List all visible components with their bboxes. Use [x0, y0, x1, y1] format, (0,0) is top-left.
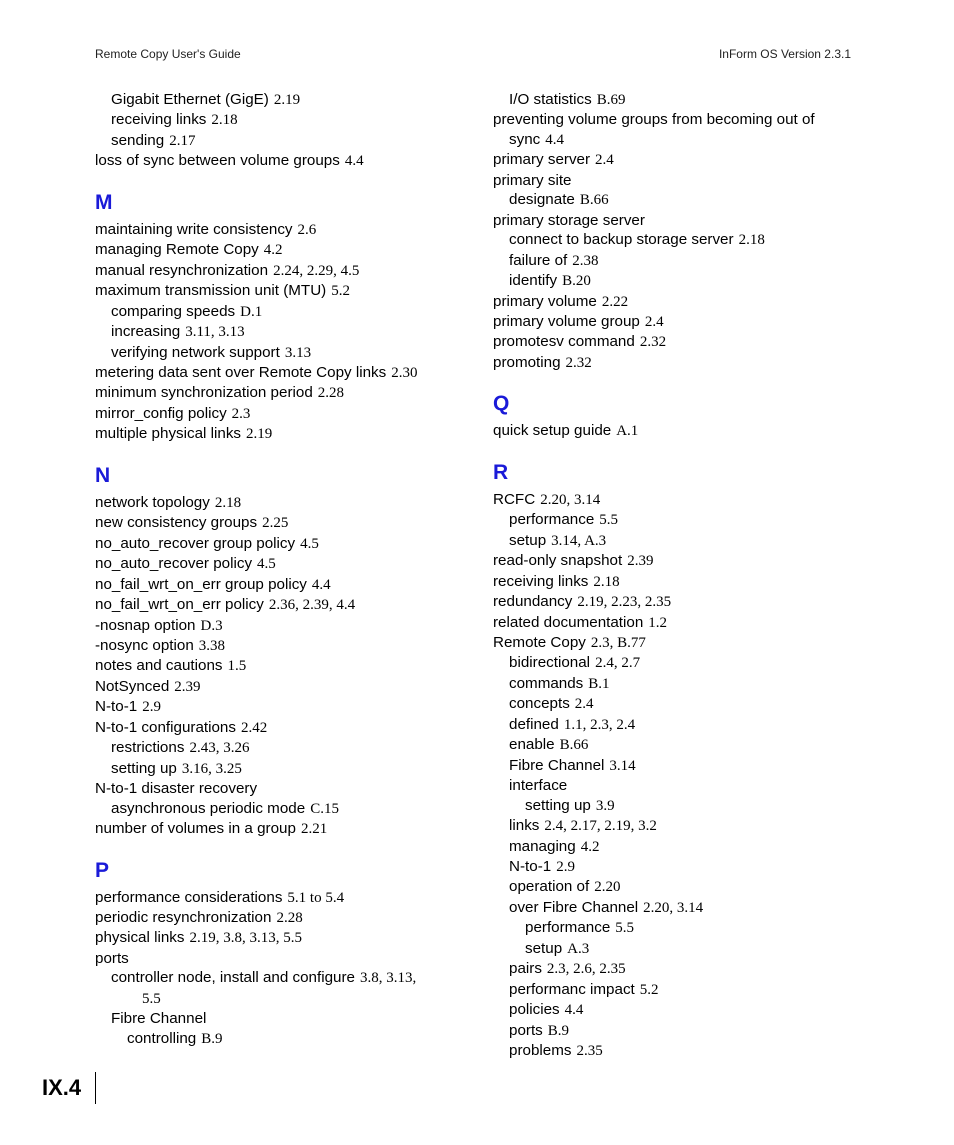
index-term: controlling [127, 1029, 197, 1047]
page-reference[interactable]: D.3 [200, 617, 223, 634]
index-entry [493, 332, 873, 352]
index-entry [493, 271, 873, 291]
page-reference[interactable]: 4.4 [564, 1002, 584, 1019]
page-reference[interactable]: 2.19, 3.8, 3.13, 5.5 [189, 930, 302, 947]
index-term: receiving links [493, 572, 589, 590]
section-letter: Q [493, 392, 510, 416]
page-reference[interactable]: 4.4 [344, 153, 364, 170]
page-reference[interactable]: 3.8, 3.13, [360, 970, 417, 987]
index-entry [493, 939, 873, 959]
page-reference[interactable]: B.9 [547, 1022, 570, 1039]
index-entry [95, 383, 475, 403]
index-entry [493, 531, 873, 551]
index-term: metering data sent over Remote Copy links [95, 363, 387, 381]
index-entry [493, 551, 873, 571]
index-term: interface [509, 777, 568, 795]
index-term: Fibre Channel [111, 1010, 207, 1028]
page-reference[interactable]: 2.9 [142, 699, 161, 716]
page-reference[interactable]: 5.5 [142, 990, 161, 1007]
page-reference[interactable]: 2.38 [572, 252, 599, 269]
index-entry [493, 796, 873, 816]
page-reference[interactable]: 2.28 [317, 385, 345, 402]
page-reference[interactable]: 2.18 [214, 494, 242, 511]
index-term: N-to-1 [95, 698, 138, 716]
page-reference[interactable]: 2.32 [565, 354, 592, 371]
index-term: managing Remote Copy [95, 241, 259, 259]
page-reference[interactable]: 3.9 [595, 797, 615, 814]
index-term: Remote Copy [493, 633, 586, 651]
page-reference[interactable]: 2.19 [273, 92, 301, 108]
index-term: sync [509, 130, 541, 148]
index-entry [493, 572, 873, 592]
index-entry [493, 251, 873, 271]
index-entry [493, 776, 873, 795]
page-reference[interactable]: A.1 [616, 423, 639, 440]
page-reference[interactable]: 2.9 [556, 858, 575, 875]
index-term: no_auto_recover policy [95, 555, 253, 573]
page-reference[interactable]: 1.1, 2.3, 2.4 [563, 716, 636, 733]
index-term: RCFC [493, 490, 536, 508]
index-term: controller node, install and configure [111, 969, 355, 987]
index-term: ports [95, 949, 129, 967]
index-entry [493, 653, 873, 673]
page-reference[interactable]: 2.4 [595, 152, 614, 169]
page-reference[interactable]: 4.2 [263, 242, 283, 259]
index-term: setting up [111, 759, 177, 777]
index-term: connect to backup storage server [509, 231, 734, 249]
page-reference[interactable]: 3.13 [284, 344, 312, 361]
page-reference[interactable]: D.1 [240, 303, 263, 320]
page-reference[interactable]: 2.18 [738, 232, 765, 249]
index-term: redundancy [493, 593, 573, 611]
index-entry [493, 613, 873, 633]
index-term: -nosnap option [95, 616, 196, 634]
index-term: receiving links [111, 111, 207, 129]
page-reference[interactable]: 1.5 [227, 658, 247, 675]
page-reference[interactable]: 4.4 [545, 131, 564, 148]
index-entry [493, 857, 873, 877]
index-entry [95, 908, 475, 928]
index-entry [95, 261, 475, 281]
page-reference[interactable]: 5.5 [615, 920, 635, 937]
index-term: promotesv command [493, 333, 635, 351]
index-term: policies [509, 1001, 560, 1019]
index-entry [95, 363, 475, 383]
index-term: comparing speeds [111, 302, 236, 320]
page-reference[interactable]: 4.2 [580, 838, 600, 855]
page-reference[interactable]: 2.35 [576, 1043, 603, 1060]
page-reference[interactable]: 2.19, 2.23, 2.35 [577, 594, 672, 611]
index-term: Gigabit Ethernet (GigE) [111, 91, 269, 108]
page-reference[interactable]: 2.39 [627, 553, 654, 570]
index-entry [493, 1000, 873, 1020]
running-header-right: InForm OS Version 2.3.1 [718, 47, 851, 61]
page-reference[interactable]: 2.17 [169, 132, 196, 149]
index-entry [493, 150, 873, 170]
index-term: maintaining write consistency [95, 220, 293, 238]
index-entry [95, 636, 475, 656]
page-reference[interactable]: 5.1 to 5.4 [287, 889, 345, 906]
page-reference[interactable]: 5.5 [599, 512, 619, 529]
page-reference[interactable]: 2.21 [300, 821, 328, 838]
index-term: sending [111, 131, 165, 149]
index-term: pairs [509, 960, 542, 978]
index-entry [493, 980, 873, 1000]
index-entry [493, 312, 873, 332]
index-term: mirror_config policy [95, 404, 227, 422]
index-entry [493, 211, 873, 230]
index-entry [95, 110, 475, 130]
index-term: new consistency groups [95, 514, 258, 532]
page-reference[interactable]: 2.20, 3.14 [643, 899, 704, 916]
page-reference[interactable]: 2.3, B.77 [590, 634, 646, 651]
index-entry [493, 110, 873, 129]
page-reference[interactable]: 3.14 [609, 757, 636, 774]
section-letter: R [493, 460, 509, 484]
page-reference[interactable]: 2.36, 2.39, 4.4 [268, 597, 356, 614]
index-entry [95, 90, 475, 110]
index-entry [95, 220, 475, 240]
index-term: verifying network support [111, 343, 280, 361]
page-number: IX.4 [42, 1075, 82, 1100]
index-term: increasing [111, 323, 181, 341]
index-term: restrictions [111, 739, 185, 757]
index-entry [493, 633, 873, 653]
index-column-right [493, 90, 873, 1061]
page-reference[interactable]: 2.42 [240, 719, 268, 736]
index-term: performance [525, 919, 611, 937]
index-term: no_fail_wrt_on_err policy [95, 596, 264, 614]
index-entry [95, 819, 475, 839]
index-entry [493, 171, 873, 190]
index-entry [95, 513, 475, 533]
index-term: N-to-1 disaster recovery [95, 780, 258, 798]
index-entry [493, 694, 873, 714]
page-reference[interactable]: 2.25 [262, 515, 289, 532]
index-term: performanc impact [509, 980, 635, 998]
index-entry [95, 404, 475, 424]
index-term: read-only snapshot [493, 552, 623, 570]
index-term: N-to-1 configurations [95, 718, 236, 736]
index-entry [95, 968, 475, 988]
index-entry [493, 959, 873, 979]
index-term: managing [509, 837, 576, 855]
index-term: primary site [493, 171, 572, 189]
index-entry [493, 490, 873, 510]
index-entry [493, 592, 873, 612]
index-term: N-to-1 [509, 857, 552, 875]
page-reference[interactable]: 2.32 [639, 334, 667, 351]
page-reference[interactable]: 2.20, 3.14 [540, 491, 601, 508]
index-entry [95, 697, 475, 717]
running-header-left: Remote Copy User's Guide [95, 47, 241, 61]
index-entry [493, 837, 873, 857]
index-entry [95, 1009, 475, 1028]
index-entry [95, 888, 475, 908]
index-term: failure of [509, 251, 568, 269]
index-entry [95, 302, 475, 322]
index-entry [95, 240, 475, 260]
index-term: designate [509, 191, 575, 209]
index-entry [493, 353, 873, 373]
index-entry [493, 510, 873, 530]
page-reference[interactable]: 2.4, 2.17, 2.19, 3.2 [544, 818, 657, 835]
index-entry [95, 779, 475, 798]
index-entry-continuation [95, 989, 475, 1009]
index-entry [95, 738, 475, 758]
page-reference[interactable]: 4.5 [257, 556, 276, 573]
index-entry [95, 656, 475, 676]
page-reference[interactable]: 2.3 [231, 405, 251, 422]
page-reference[interactable]: B.66 [559, 737, 589, 754]
page-reference[interactable]: 2.19 [246, 426, 273, 443]
index-entry [493, 735, 873, 755]
page-reference[interactable]: 2.4, 2.7 [595, 655, 641, 672]
page-reference[interactable]: 4.5 [300, 535, 319, 552]
index-term: primary volume group [493, 312, 640, 330]
index-entry [95, 595, 475, 615]
index-column-left [95, 90, 475, 1049]
index-term: notes and cautions [95, 657, 223, 675]
page-reference[interactable]: 2.6 [297, 221, 317, 238]
page-reference[interactable]: 3.38 [198, 637, 226, 654]
index-term: no_fail_wrt_on_err group policy [95, 575, 307, 593]
index-term: primary server [493, 151, 591, 169]
index-term: setup [509, 531, 547, 549]
index-term: setup [525, 939, 563, 957]
index-term: network topology [95, 493, 210, 511]
index-term: related documentation [493, 613, 644, 631]
index-term: problems [509, 1042, 572, 1060]
index-term: loss of sync between volume groups [95, 152, 340, 170]
index-term: I/O statistics [509, 91, 592, 108]
index-term: commands [509, 674, 584, 692]
index-entry [95, 424, 475, 444]
index-term: setting up [525, 796, 591, 814]
index-term: identify [509, 272, 558, 290]
index-term: preventing volume groups from becoming out of [493, 111, 815, 129]
index-entry [493, 292, 873, 312]
page-reference[interactable]: 2.3, 2.6, 2.35 [546, 961, 626, 978]
index-entry [493, 230, 873, 250]
index-term: periodic resynchronization [95, 908, 272, 926]
page-reference[interactable]: B.20 [562, 273, 591, 290]
page-reference[interactable]: B.9 [201, 1030, 223, 1047]
page-reference[interactable]: 4.4 [311, 576, 331, 593]
index-term: primary volume [493, 292, 597, 310]
index-entry [493, 918, 873, 938]
index-entry [493, 715, 873, 735]
index-term: promoting [493, 353, 561, 371]
page-reference[interactable]: C.15 [310, 800, 339, 817]
index-term: quick setup guide [493, 422, 612, 440]
index-entry [95, 677, 475, 697]
section-letter: M [95, 190, 113, 214]
index-term: performance [509, 511, 595, 529]
page-reference[interactable]: 5.2 [331, 283, 350, 300]
index-entry [95, 554, 475, 574]
index-term: concepts [509, 695, 570, 713]
index-term: enable [509, 736, 555, 754]
index-entry [95, 1029, 475, 1049]
index-term: no_auto_recover group policy [95, 534, 296, 552]
index-entry [493, 674, 873, 694]
index-term: physical links [95, 929, 185, 947]
index-term: operation of [509, 878, 590, 896]
index-term: NotSynced [95, 677, 170, 695]
index-term: asynchronous periodic mode [111, 799, 306, 817]
index-term: bidirectional [509, 654, 591, 672]
page-reference[interactable]: 2.18 [211, 112, 238, 129]
index-term: defined [509, 715, 559, 733]
page-reference[interactable]: 2.4 [574, 696, 594, 713]
page-reference[interactable]: 2.28 [276, 909, 303, 926]
page-reference[interactable]: 2.22 [601, 293, 629, 310]
index-entry [493, 877, 873, 897]
page-reference[interactable]: 2.4 [644, 313, 664, 330]
index-entry [95, 493, 475, 513]
index-term: multiple physical links [95, 425, 242, 443]
index-term: manual resynchronization [95, 261, 269, 279]
section-letter: N [95, 463, 111, 487]
index-entry [95, 759, 475, 779]
section-letter: P [95, 858, 110, 882]
index-entry [493, 898, 873, 918]
page-reference[interactable]: 2.43, 3.26 [189, 740, 250, 757]
page-reference[interactable]: 3.14, A.3 [551, 532, 607, 549]
index-entry [95, 799, 475, 819]
index-term: minimum synchronization period [95, 384, 313, 402]
index-entry [493, 90, 873, 110]
index-entry [95, 575, 475, 595]
page-reference[interactable]: B.66 [579, 192, 609, 209]
index-entry [95, 616, 475, 636]
index-entry [493, 1041, 873, 1061]
index-term: maximum transmission unit (MTU) [95, 282, 327, 300]
index-term: ports [509, 1021, 543, 1039]
index-entry [95, 534, 475, 554]
page-reference[interactable]: A.3 [567, 940, 590, 957]
index-entry [493, 421, 873, 441]
page-reference[interactable]: B.69 [596, 92, 626, 108]
page-reference[interactable]: 2.30 [391, 364, 418, 381]
index-term: links [509, 817, 540, 835]
index-term: primary storage server [493, 211, 645, 229]
page-reference[interactable]: 3.16, 3.25 [181, 760, 242, 777]
index-term: performance considerations [95, 888, 283, 906]
index-entry [95, 343, 475, 363]
page-reference[interactable]: 3.11, 3.13 [185, 324, 245, 341]
index-entry [95, 949, 475, 968]
index-term: Fibre Channel [509, 756, 605, 774]
index-term: over Fibre Channel [509, 898, 639, 916]
index-entry [95, 131, 475, 151]
index-entry [95, 928, 475, 948]
index-entry [493, 1021, 873, 1041]
page-reference[interactable]: 2.39 [174, 678, 201, 695]
index-entry [493, 756, 873, 776]
page-reference[interactable]: 5.2 [639, 981, 659, 998]
index-entry [95, 322, 475, 342]
index-entry [95, 281, 475, 301]
page-reference[interactable]: 2.24, 2.29, 4.5 [273, 262, 360, 279]
index-entry [493, 190, 873, 210]
index-entry [95, 718, 475, 738]
index-entry [493, 130, 873, 150]
page-number-divider [95, 1072, 96, 1104]
page-reference[interactable]: B.1 [588, 675, 610, 692]
index-entry [95, 151, 475, 171]
page-reference[interactable]: 1.2 [648, 614, 668, 631]
page-reference[interactable]: 2.18 [593, 573, 620, 590]
index-term: -nosync option [95, 636, 194, 654]
page-reference[interactable]: 2.20 [594, 879, 621, 896]
index-entry [493, 816, 873, 836]
index-term: number of volumes in a group [95, 820, 296, 838]
